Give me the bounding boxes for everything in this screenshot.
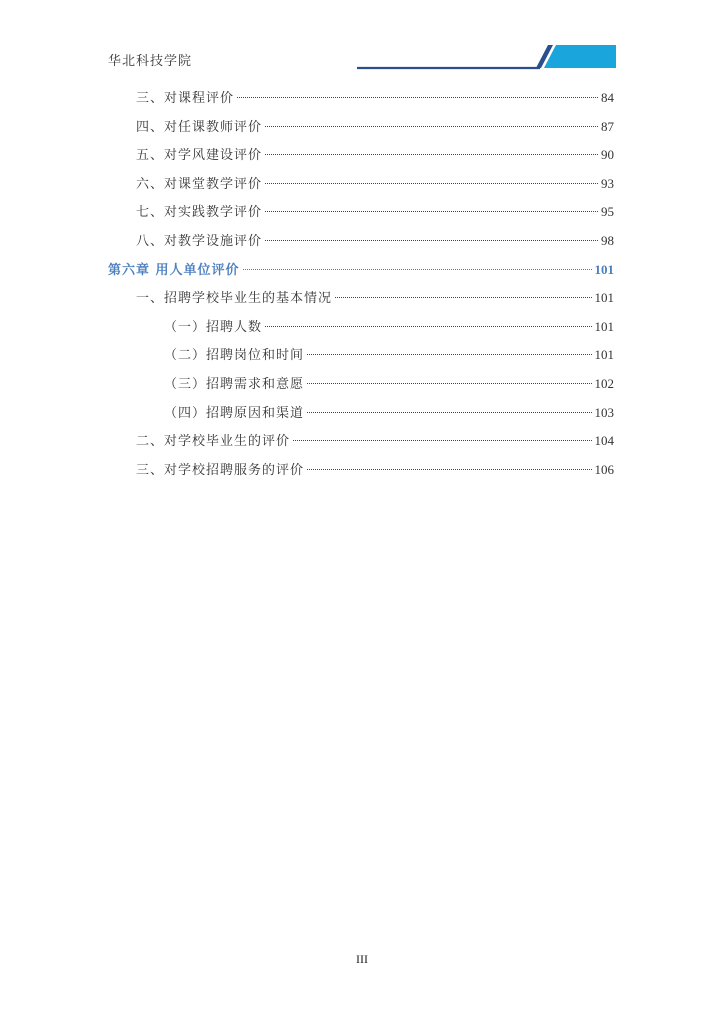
toc-entry-title: 第六章 用人单位评价 [108,262,240,278]
toc-entry[interactable] [136,175,614,193]
toc-leader-dots [243,268,592,270]
toc-entry-title: 六、对课堂教学评价 [136,176,263,192]
toc-entry[interactable] [136,232,614,250]
toc-entry-page: 90 [601,147,614,163]
toc-entry-page: 101 [594,290,614,306]
toc-entry-title: 四、对任课教师评价 [136,119,263,135]
toc-entry-title: 七、对实践教学评价 [136,205,263,221]
toc-entry[interactable] [136,118,614,136]
toc-leader-dots [307,382,591,384]
toc-entry[interactable] [164,375,614,393]
header-title: 华北科技学院 [108,54,193,69]
toc-entry-title: （二）招聘岗位和时间 [164,348,305,364]
toc-entry[interactable] [136,89,614,107]
toc-leader-dots [265,153,598,155]
toc-entry-title: （一）招聘人数 [164,319,263,335]
toc-entry-page: 95 [601,204,614,220]
toc-leader-dots [293,439,591,441]
toc-entry[interactable] [136,432,614,450]
toc-entry[interactable] [136,203,614,221]
toc-entry-page: 102 [594,376,614,391]
toc-entry-page: 101 [594,261,614,277]
toc-leader-dots [307,411,591,413]
toc-leader-dots [265,239,598,241]
toc-entry-title: 二、对学校毕业生的评价 [136,434,291,450]
toc-leader-dots [265,210,598,212]
toc-entry-page: 84 [601,90,614,105]
header-decoration [0,0,724,80]
toc-entry-title: 五、对学风建设评价 [136,148,263,164]
toc-entry-page: 87 [601,118,614,134]
toc-leader-dots [265,125,598,127]
header-bar-light [544,45,616,68]
toc-entry[interactable] [136,461,614,479]
toc-leader-dots [307,353,591,355]
toc-leader-dots [335,296,591,298]
toc-leader-dots [237,96,598,98]
toc-entry-title: 三、对课程评价 [136,91,235,106]
toc-entry-page: 106 [594,461,614,477]
toc-entry-page: 103 [594,404,614,420]
toc-entry-page: 104 [594,433,614,449]
toc-entry[interactable] [136,146,614,164]
toc-entry-title: （四）招聘原因和渠道 [164,405,305,421]
toc-entry[interactable] [136,289,614,307]
toc-entry-page: 101 [594,347,614,363]
toc-entry[interactable] [164,346,614,364]
toc-chapter-entry[interactable] [108,261,614,279]
toc-entry[interactable] [164,404,614,422]
page-number: III [356,952,368,966]
toc-entry-title: 八、对教学设施评价 [136,234,263,249]
toc-entry-title: 一、招聘学校毕业生的基本情况 [136,291,333,307]
toc-leader-dots [307,468,591,470]
toc-entry-page: 98 [601,233,614,248]
toc-entry[interactable] [164,318,614,336]
toc-entry-page: 93 [601,175,614,191]
toc-entry-title: （三）招聘需求和意愿 [164,377,305,392]
toc-entry-page: 101 [594,318,614,334]
toc-leader-dots [265,325,591,327]
toc-entry-title: 三、对学校招聘服务的评价 [136,462,305,478]
toc-leader-dots [265,182,598,184]
